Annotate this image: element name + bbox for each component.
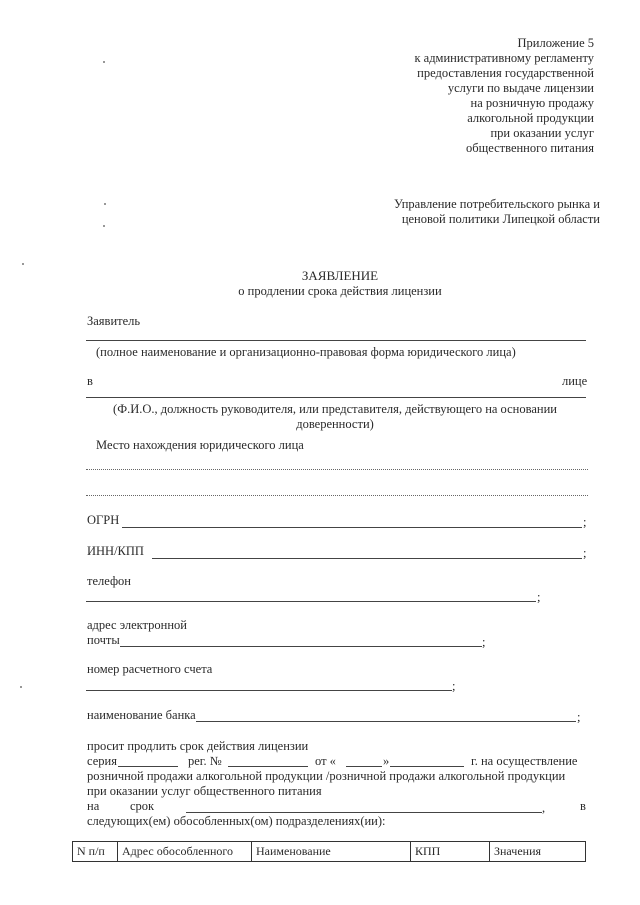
year-suffix: г. на осуществление bbox=[471, 754, 578, 768]
location-label: Место нахождения юридического лица bbox=[96, 438, 304, 452]
scan-speck bbox=[22, 263, 24, 265]
ogrn-semicolon: ; bbox=[583, 515, 587, 529]
email-label: почты bbox=[87, 633, 120, 647]
request-line: просит продлить срок действия лицензии bbox=[87, 739, 309, 753]
person-hint: (Ф.И.О., должность руководителя, или представителя, действующего на основании bbox=[113, 402, 557, 416]
scan-speck bbox=[20, 686, 22, 688]
date-day-field[interactable] bbox=[346, 766, 382, 767]
v-label: в bbox=[580, 799, 586, 813]
bank-semicolon: ; bbox=[577, 710, 581, 724]
inn-semicolon: ; bbox=[583, 546, 587, 560]
appendix-line: алкогольной продукции bbox=[467, 111, 594, 125]
scan-speck bbox=[103, 61, 105, 63]
appendix-line: Приложение 5 bbox=[517, 36, 594, 50]
table-header-cell: N п/п bbox=[73, 842, 118, 862]
appendix-line: к административному регламенту bbox=[414, 51, 594, 65]
na-label: на bbox=[87, 799, 100, 813]
appendix-line: на розничную продажу bbox=[470, 96, 594, 110]
scan-speck bbox=[103, 225, 105, 227]
series-label: серия bbox=[87, 754, 117, 768]
document-subtitle: о продлении срока действия лицензии bbox=[238, 284, 442, 298]
ogrn-label: ОГРН bbox=[87, 513, 120, 527]
series-field[interactable] bbox=[118, 766, 178, 767]
location-line[interactable] bbox=[86, 469, 588, 470]
document-title: ЗАЯВЛЕНИЕ bbox=[301, 268, 379, 283]
table-header-row bbox=[73, 842, 586, 862]
table-header-cell: Адрес обособленного bbox=[118, 842, 252, 862]
applicant-label: Заявитель bbox=[87, 314, 141, 328]
date-month-field[interactable] bbox=[390, 766, 464, 767]
applicant-hint: (полное наименование и организационно-правовая форма юридического лица) bbox=[96, 345, 516, 359]
appendix-header bbox=[334, 36, 594, 156]
request-line: при оказании услуг общественного питания bbox=[87, 784, 322, 798]
phone-semicolon: ; bbox=[537, 590, 541, 604]
request-line: розничной продажи алкогольной продукции /розничной продажи алкогольной продукции bbox=[87, 769, 566, 783]
email-field[interactable] bbox=[120, 646, 482, 647]
table-header-cell: Значения bbox=[490, 842, 586, 862]
term-label: срок bbox=[130, 799, 155, 813]
appendix-line: услуги по выдаче лицензии bbox=[447, 81, 594, 95]
addressee-line: Управление потребительского рынка и bbox=[393, 197, 600, 211]
term-comma: , bbox=[542, 801, 546, 815]
request-line: следующих(ем) обособленных(ом) подразделениях(ии): bbox=[87, 814, 386, 828]
date-open-label: от « bbox=[315, 754, 336, 768]
account-semicolon: ; bbox=[452, 679, 456, 693]
bank-field[interactable] bbox=[196, 721, 576, 722]
location-line[interactable] bbox=[86, 495, 588, 496]
addressee-line: ценовой политики Липецкой области bbox=[401, 212, 600, 226]
account-label: номер расчетного счета bbox=[87, 662, 213, 676]
inn-field[interactable] bbox=[152, 558, 582, 559]
appendix-line: при оказании услуг bbox=[490, 126, 594, 140]
reg-label: рег. № bbox=[188, 754, 222, 768]
person-label: лице bbox=[562, 374, 588, 388]
addressee-block bbox=[320, 197, 600, 227]
table-header-cell: Наименование bbox=[252, 842, 411, 862]
person-hint: доверенности) bbox=[296, 417, 374, 431]
appendix-line: предоставления государственной bbox=[417, 66, 594, 80]
phone-field[interactable] bbox=[86, 601, 536, 602]
applicant-line[interactable] bbox=[86, 340, 586, 341]
bank-label: наименование банка bbox=[87, 708, 196, 722]
phone-label: телефон bbox=[87, 574, 131, 588]
inn-label: ИНН/КПП bbox=[87, 544, 144, 558]
email-label: адрес электронной bbox=[87, 618, 187, 632]
in-label: в bbox=[87, 374, 93, 388]
scan-speck bbox=[104, 203, 106, 205]
date-close-label: » bbox=[383, 754, 390, 768]
appendix-line: общественного питания bbox=[466, 141, 594, 155]
reg-number-field[interactable] bbox=[228, 766, 308, 767]
subdivisions-table bbox=[72, 841, 586, 862]
table-header-cell: КПП bbox=[411, 842, 490, 862]
ogrn-field[interactable] bbox=[122, 527, 582, 528]
account-field[interactable] bbox=[86, 690, 452, 691]
term-field[interactable] bbox=[186, 812, 542, 813]
email-semicolon: ; bbox=[482, 635, 486, 649]
person-line[interactable] bbox=[86, 397, 586, 398]
